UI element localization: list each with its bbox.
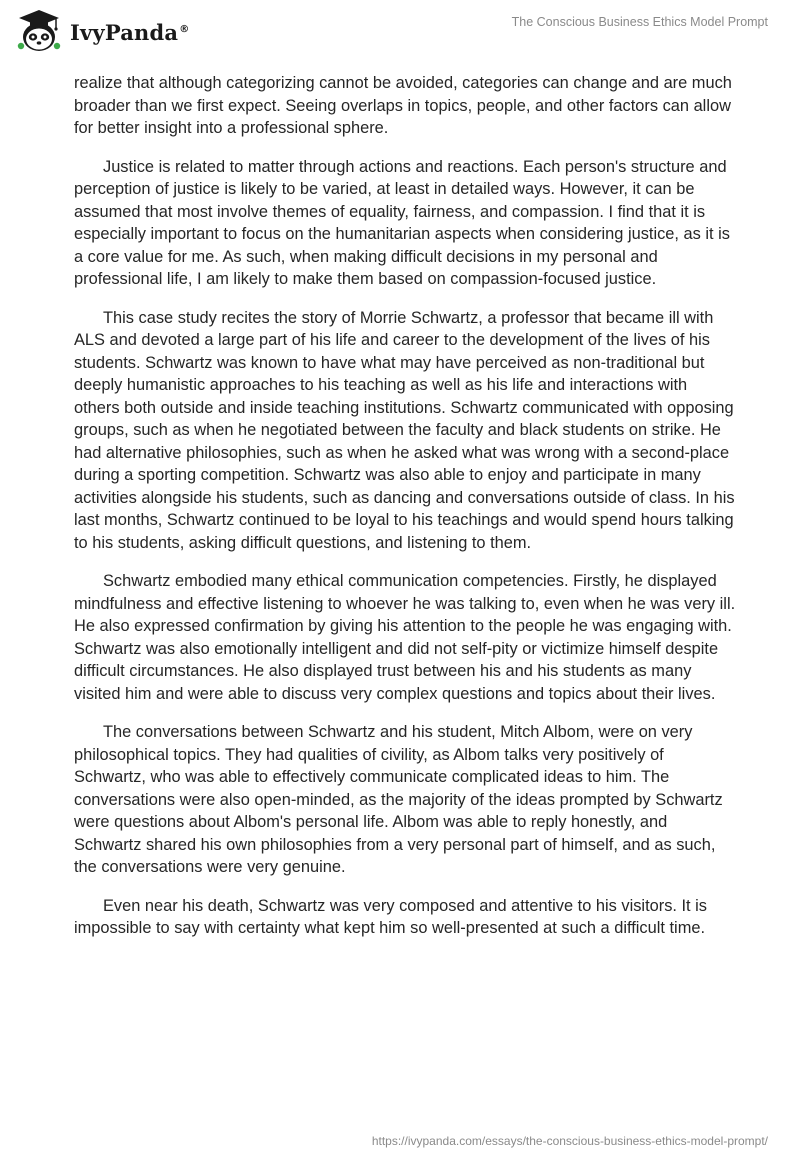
page-header — [0, 0, 800, 70]
ivypanda-logo[interactable] — [14, 8, 189, 56]
paragraph: Schwartz embodied many ethical communication competencies. Firstly, he displayed mindfulness and effective listening to whoever he was talking to, even when he was very ill. He also expressed confirmation by giving his attention to the people he was engaging with. Schwartz was also emotionally intelligent and did not self-pity or victimize himself despite difficult circumstances. He also displayed trust between his and his students as many visited him and were able to discuss very complex questions and topics about their lives. — [74, 572, 736, 703]
paragraph: Even near his death, Schwartz was very composed and attentive to his visitors. It is impossible to say with certainty what kept him so well-presented at such a difficult time. — [74, 896, 708, 937]
registered-mark: ® — [179, 23, 190, 35]
logo-text: IvyPanda® — [70, 19, 190, 45]
panda-graduate-icon — [14, 8, 64, 56]
source-url[interactable]: https://ivypanda.com/essays/the-conscious-business-ethics-model-prompt/ — [371, 1134, 768, 1148]
paragraph: realize that although categorizing cannot be avoided, categories can change and are much broader than we first expect. Seeing overlaps in topics, people, and other factors can allow for better insight into a professional sphere. — [74, 74, 732, 137]
paragraph: Justice is related to matter through actions and reactions. Each person's structure and perception of justice is likely to be varied, at least in detailed ways. However, it can be assumed that most involve themes of equality, fairness, and compassion. I find that it is especially important to focus on the humanitarian aspects when considering justice, as it is a core value for me. As such, when making difficult decisions in my personal and professional life, I am likely to make them based on compassion-focused justice. — [74, 157, 730, 288]
paragraph: This case study recites the story of Morrie Schwartz, a professor that became ill with ALS and devoted a large part of his life and career to the development of the lives of his students. Schwartz was known to have what may have perceived as non-traditional but deeply humanistic approaches to his teaching as well as his life and interactions with others both outside and inside teaching institutions. Schwartz communicated with opposing groups, such as when he negotiated between the faculty and black students on strike. He had alternative philosophies, such as when he asked what was wrong with a second-place during a sporting competition. Schwartz was also able to enjoy and participate in many activities alongside his students, such as dancing and conversations outside of class. In his last months, Schwartz continued to be loyal to his teachings and would spend hours talking to his students, asking difficult questions, and listening to them. — [74, 308, 735, 552]
paragraph: The conversations between Schwartz and his student, Mitch Albom, were on very philosophical topics. They had qualities of civility, as Albom talks very positively of Schwartz, who was able to effectively communicate complicated ideas to him. The conversations were also open-minded, as the majority of the ideas prompted by Schwartz were questions about Albom's personal life. Albom was able to reply honestly, and Schwartz shared his own philosophies from a very personal part of himself, and as such, the conversations were very genuine. — [74, 723, 723, 876]
essay-body — [74, 72, 736, 956]
document-title: The Conscious Business Ethics Model Prompt — [511, 15, 768, 29]
